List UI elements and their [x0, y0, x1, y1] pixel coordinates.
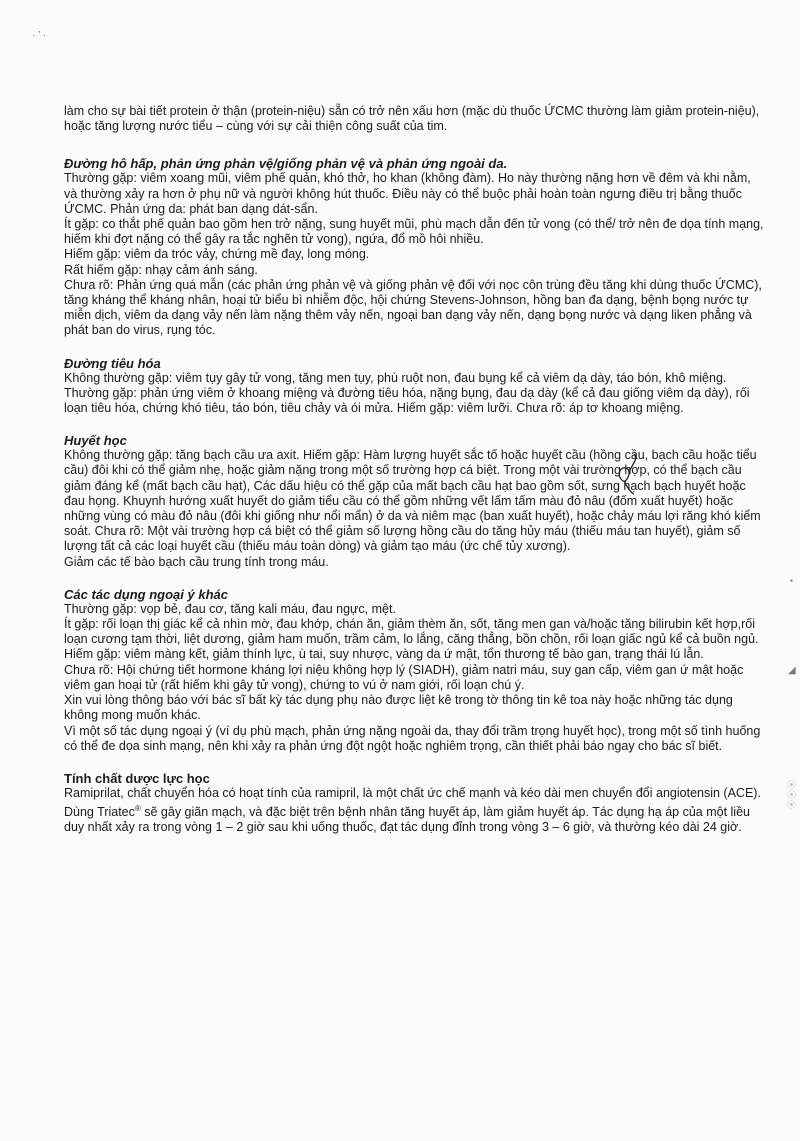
respiratory-line: Thường gặp: viêm xoang mũi, viêm phế quản, khó thở, ho khan (không đàm). Ho này thường nặng hơn về đêm và khi nằm, và thường xảy ra hơn ở phụ nữ và người không hút thuốc. Điều này có thể buộc phải hoàn toàn ngưng điều trị bằng thuốc ỨCMC. Phản ứng da: phát ban dạng dát-sẩn.	[64, 171, 751, 216]
pharmacodynamics-line: Ramiprilat, chất chuyển hóa có hoạt tính của ramipril, là một chất ức chế mạnh và kéo dài men chuyển đổi angiotensin (ACE).	[64, 785, 761, 800]
other-effects-line: Xin vui lòng thông báo với bác sĩ bất kỳ tác dụng phụ nào được liệt kê trong tờ thông tin kê toa này hoặc những tác dụng không mong muốn khác.	[64, 693, 733, 723]
document-page	[64, 104, 764, 853]
respiratory-heading: Đường hô hấp, phản ứng phản vệ/giống phản vệ và phản ứng ngoài da.	[64, 156, 508, 172]
stamp-fragment: ⦿⦿⦿	[786, 780, 796, 811]
digestive-line: Không thường gặp: viêm tụy gây tử vong, tăng men tụy, phù ruột non, đau bụng kể cả viêm dạ dày, táo bón, khô miệng. Thường gặp: phản ứng viêm ở khoang miệng và đường tiêu hóa, nặng bụng, đau dạ dày (kể cả đau giống viêm dạ dày), rối loạn tiêu hóa, chứng khó tiêu, táo bón, tiêu chảy và ói mửa. Hiếm gặp: viêm lưỡi. Chưa rõ: áp tơ khoang miệng.	[64, 370, 750, 416]
hematology-section	[64, 433, 764, 570]
other-effects-heading: Các tác dụng ngoại ý khác	[64, 586, 228, 602]
respiratory-section	[64, 156, 764, 338]
registered-mark: ®	[134, 804, 141, 814]
pharmacodynamics-section	[64, 771, 764, 836]
pharmacodynamics-heading: Tính chất dược lực học	[64, 770, 210, 786]
pharmacodynamics-line	[64, 801, 764, 836]
respiratory-line: Hiếm gặp: viêm da tróc vảy, chứng mề đay, long móng.	[64, 247, 370, 262]
other-effects-line: Thường gặp: vọp bẻ, đau cơ, tăng kali máu, đau ngực, mệt.	[64, 601, 396, 616]
other-effects-section	[64, 587, 764, 754]
hematology-line: Giảm các tế bào bạch cầu trung tính trong máu.	[64, 554, 329, 569]
hematology-line: Không thường gặp: tăng bạch cầu ưa axit. Hiếm gặp: Hàm lượng huyết sắc tố hoặc huyết cầu (hồng cầu, bạch cầu hoặc tiểu cầu) đôi khi có thể giảm nhẹ, hoặc giảm nặng trong một số trường hợp cá biệt. Trong một vài trường hợp, có thể bạch cầu giảm đáng kể (mất bạch cầu hạt), Các dấu hiệu có thể gặp của mất bạch cầu hạt bao gồm sốt, sưng hạch bạch huyết hoặc đau họng. Khuynh hướng xuất huyết do giảm tiểu cầu có thể gồm những vết lấm tấm màu đỏ nâu (đốm xuất huyết) hoặc những vùng có màu đỏ nâu (đôi khi giống như nổi mẩn) ở da và niêm mạc (ban xuất huyết), hoặc chảy máu lợi răng khó kiểm soát. Chưa rõ: Một vài trường hợp cá biệt có thể giảm số lượng hồng cầu do tăng hủy máu (thiếu máu tan huyết), giảm số lượng tất cả các loại huyết cầu (thiếu máu toàn dòng) và giảm tạo máu (ức chế tủy xương).	[64, 448, 761, 554]
respiratory-line: Chưa rõ: Phản ứng quá mẫn (các phản ứng phản vệ và giống phản vệ đối với nọc côn trùng đều tăng khi dùng thuốc ỨCMC), tăng kháng thể kháng nhân, hoại tử biểu bì nhiễm độc, hội chứng Stevens-Johnson, hồng ban đa dạng, bệnh bọng nước tự miễn dịch, viêm da dạng vảy nến làm nặng thêm vảy nến, ngoại ban dạng vảy nến, dạng bọng nước và dạng liken phẳng và phát ban do virus, rụng tóc.	[64, 277, 762, 338]
digestive-heading: Đường tiêu hóa	[64, 355, 161, 371]
other-effects-line: Ít gặp: rối loạn thị giác kể cả nhìn mờ, đau khớp, chán ăn, giảm thèm ăn, sốt, tăng men gan và/hoặc tăng bilirubin kết hợp,rối loạn cương tạm thời, liệt dương, giảm ham muốn, trầm cảm, lo lắng, căng thẳng, bồn chồn, rối loạn giấc ngủ kể cả buồn ngủ.	[64, 617, 759, 647]
intro-section	[64, 104, 764, 134]
edge-mark: ▪	[790, 576, 793, 585]
other-effects-line: Vì một số tác dụng ngoại ý (ví dụ phù mạch, phản ứng nặng ngoài da, thay đổi trầm trọng huyết học), trong một số tình huống có thể đe dọa sinh mạng, nên khi xảy ra phản ứng đột ngột hoặc nghiêm trọng, cần thiết phải báo ngay cho bác sĩ biết.	[64, 723, 761, 753]
other-effects-line: Chưa rõ: Hội chứng tiết hormone kháng lợi niệu không hợp lý (SIADH), giảm natri máu, suy gan cấp, viêm gan ứ mật hoặc viêm gan hoại tử (rất hiếm khi gây tử vong), chứng to vú ở nam giới, rối loạn chú ý.	[64, 662, 744, 692]
pharmacodynamics-text: sẽ gây giãn mạch, và đặc biệt trên bệnh nhân tăng huyết áp, làm giảm huyết áp. Tác dụng hạ áp của một liều duy nhất xảy ra trong vòng 1 – 2 giờ sau khi uống thuốc, đạt tác dụng đỉnh trong vòng 3 – 6 giờ, và thường kéo dài 24 giờ.	[64, 805, 750, 835]
drug-name: Dùng Triatec	[64, 805, 135, 820]
edge-mark: ◢	[788, 665, 796, 676]
other-effects-line: Hiếm gặp: viêm màng kết, giảm thính lực, ù tai, suy nhược, vàng da ứ mật, tổn thương tế bào gan, trạng thái lú lẫn.	[64, 647, 704, 662]
scan-speck: · ’ ·	[32, 30, 47, 41]
respiratory-line: Ít gặp: co thắt phế quản bao gồm hen trở nặng, sung huyết mũi, phù mạch dẫn đến tử vong (có thể/ trở nên đe dọa tính mạng, hiếm khi đợt nặng có thể gây ra tắc nghẽn tử vong), ngứa, đổ mồ hôi nhiều.	[64, 217, 764, 247]
respiratory-line: Rất hiếm gặp: nhạy cảm ánh sáng.	[64, 262, 258, 277]
digestive-section	[64, 356, 764, 417]
handwritten-initial	[612, 452, 642, 502]
intro-paragraph: làm cho sự bài tiết protein ở thận (protein-niệu) sẵn có trở nên xấu hơn (mặc dù thuốc ỨCMC thường làm giảm protein-niệu), hoặc tăng lượng nước tiểu – cùng với sự cải thiện công suất của tim.	[64, 104, 760, 134]
hematology-heading: Huyết học	[64, 433, 127, 449]
